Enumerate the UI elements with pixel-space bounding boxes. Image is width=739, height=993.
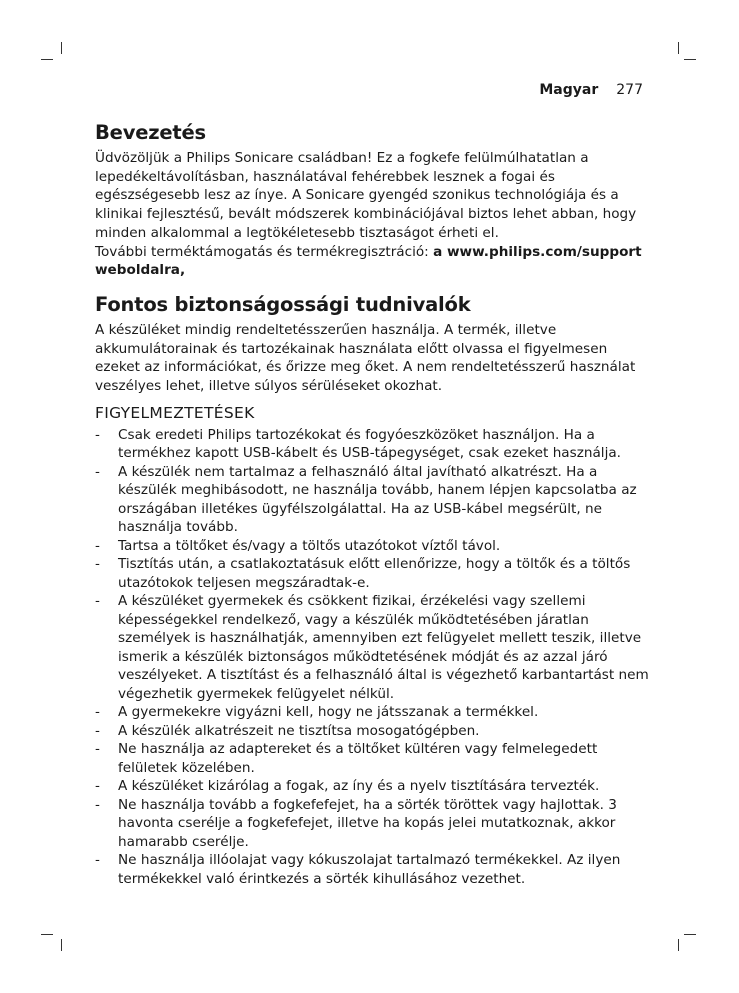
crop-mark — [41, 59, 53, 60]
list-item-text: A gyermekekre vigyázni kell, hogy ne játsszanak a termékkel. — [118, 704, 539, 721]
support-link[interactable]: a www.philips.com/support weboldalra, — [95, 243, 642, 279]
support-line — [95, 243, 650, 280]
safety-paragraph: A készüléket mindig rendeltetésszerűen használja. A termék, illetve akkumulátorainak és tartozékainak használata előtt olvassa el figyelmesen ezeket az információkat, és őrizze meg őket. A nem rendeltetésszerű használat veszélyes lehet, illetve súlyos sérüléseket okozhat. — [95, 321, 636, 395]
crop-mark — [61, 939, 62, 951]
warnings-list — [95, 426, 650, 889]
warnings-section — [95, 402, 650, 889]
list-item-text: Csak eredeti Philips tartozékokat és fogyóeszközöket használjon. Ha a termékhez kapott USB-kábelt és USB-tápegységet, csak ezeket használja. — [118, 426, 622, 462]
crop-mark — [61, 42, 62, 54]
list-item — [95, 537, 650, 556]
list-item-text: Ne használja tovább a fogkefefejet, ha a sörték töröttek vagy hajlottak. 3 havonta cserélje a fogkefefejet, illetve ha kopás jelei mutatkoznak, akkor hamarabb cserélje. — [118, 796, 617, 850]
crop-mark — [684, 59, 696, 60]
list-item — [95, 426, 650, 463]
list-item — [95, 851, 650, 888]
list-item — [95, 740, 650, 777]
bullet-dash: - — [95, 556, 100, 573]
list-item-text: Tartsa a töltőket és/vagy a töltős utazótokot víztől távol. — [118, 537, 501, 554]
list-item-text: A készülék nem tartalmaz a felhasználó által javítható alkatrészt. Ha a készülék meghibásodott, ne használja tovább, hanem lépjen kapcsolatba az országában illetékes ügyfélszolgálattal. Ha az USB-kábel megsérült, ne használja tovább. — [118, 463, 637, 536]
page-header — [539, 82, 643, 98]
intro-title: Bevezetés — [95, 121, 206, 144]
list-item — [95, 592, 650, 703]
bullet-dash: - — [95, 796, 100, 813]
bullet-dash: - — [95, 593, 100, 610]
list-item — [95, 796, 650, 852]
safety-title: Fontos biztonságossági tudnivalók — [95, 292, 471, 316]
page-content — [95, 119, 650, 888]
bullet-dash: - — [95, 704, 100, 721]
bullet-dash: - — [95, 852, 100, 869]
crop-mark — [678, 42, 679, 54]
language-label: Magyar — [539, 82, 599, 98]
intro-paragraph: Üdvözöljük a Philips Sonicare családban! Ez a fogkefe felülmúlhatatlan a lepedékeltávolításban, használatával fehérebbek lesznek a fogai és egészségesebb lesz az ínye. A Sonicare gyengéd szonikus technológiája és a klinikai fejlesztésű, bevált módszerek kombinációjával biztos lehet abban, hogy minden alkalommal a legtökéletesebb tisztaságot érheti el. — [95, 150, 637, 241]
list-item-text: A készüléket gyermekek és csökkent fizikai, érzékelési vagy szellemi képességekkel rendelkező, vagy a készülék működtetésében járatlan személyek is használhatják, amennyiben ezt felügyelet mellett teszik, illetve ismerik a készülék biztonságos működtetésének módját és az azzal járó veszélyeket. A tisztítást és a felhasználó által is végezhető karbantartást nem végezhetik gyermekek felügyelet nélkül. — [118, 593, 649, 702]
list-item — [95, 463, 650, 537]
bullet-dash: - — [95, 778, 100, 795]
warnings-title: FIGYELMEZTETÉSEK — [95, 403, 255, 422]
list-item-text: Ne használja illóolajat vagy kókuszolajat tartalmazó termékekkel. Az ilyen termékekkel való érintkezés a sörték kihullásához vezethet. — [118, 852, 621, 887]
crop-mark — [684, 934, 696, 935]
support-text: További terméktámogatás és termékregisztráció: — [95, 243, 434, 260]
list-item-text: A készüléket kizárólag a fogak, az íny és a nyelv tisztítására tervezték. — [118, 778, 600, 795]
safety-section — [95, 291, 650, 396]
crop-mark — [678, 939, 679, 951]
page-number: 277 — [616, 82, 643, 98]
list-item — [95, 777, 650, 796]
list-item-text: Tisztítás után, a csatlakoztatásuk előtt ellenőrizze, hogy a töltők és a töltős utazótokok teljesen megszáradtak-e. — [118, 556, 631, 591]
bullet-dash: - — [95, 537, 100, 554]
crop-mark — [41, 934, 53, 935]
list-item — [95, 555, 650, 592]
bullet-dash: - — [95, 741, 100, 758]
list-item-text: Ne használja az adaptereket és a töltőket kültéren vagy felmelegedett felületek közelében. — [118, 741, 598, 776]
list-item — [95, 722, 650, 741]
list-item — [95, 703, 650, 722]
bullet-dash: - — [95, 463, 100, 480]
intro-section — [95, 119, 650, 280]
list-item-text: A készülék alkatrészeit ne tisztítsa mosogatógépben. — [118, 722, 480, 739]
bullet-dash: - — [95, 426, 100, 443]
bullet-dash: - — [95, 722, 100, 739]
